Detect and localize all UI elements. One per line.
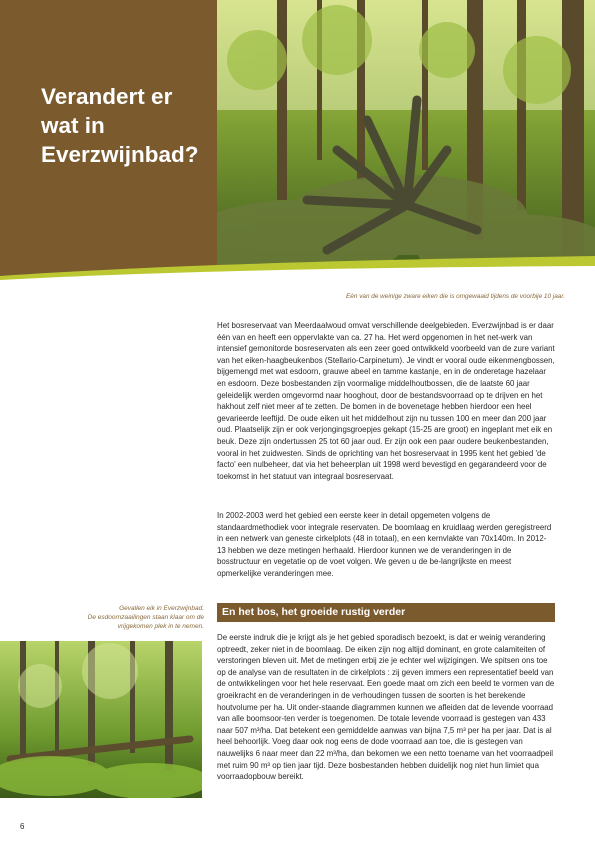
hero-photo-caption: Eén van de weinige zware eiken die is omgewaaid tijdens de voorbije 10 jaar. <box>346 293 565 300</box>
body-paragraph-1 <box>217 320 555 482</box>
hero-photo-fallen-oak <box>217 0 595 276</box>
decorative-swoosh <box>0 250 595 292</box>
header-panel <box>0 0 217 276</box>
page-title <box>41 82 216 169</box>
forest-photo-fallen-oak <box>0 641 202 798</box>
paragraph-text: De eerste indruk die je krijgt als je het gebied sporadisch bezoekt, is dat er weinig verandering optreedt, zeker niet in de boomlaag. De eiken zijn nog altijd dominant, en grote calamiteiten of verstoringen bleven uit. Met de metingen erbij zie je echter wel wijzigingen. We spitsen ons toe op de analyse van de resultaten in de cirkelplots : zij geven immers een representatief beeld van de ontwikkelingen voor het hele reservaat. Een goede maat om zich een beeld te vormen van de groeikracht en de veranderingen in de verhoudingen tussen de soorten is het berekende houtvolume per ha. Uit onder-staande diagrammen kunnen we afleiden dat de levende voorraad van alle boomsoor-ten verder is toegenomen. De totale levende voorraad is gestegen van 433 naar 507 m³/ha. Dat betekent een gemiddelde aanwas van bijna 7,5 m³ per ha per jaar. Dat is al heel behoorlijk. Voeg daar ook nog eens de dode voorraad aan toe, die is gestegen van nauwelijks 6 naar meer dan 22 m³/ha, dan bekomen we een netto toename van het voorraadpeil met ruim 90 m³ op tien jaar tijd. Deze bosbestanden hebben duidelijk nog niet hun limiet qua voorraadopbouw bereikt. <box>217 633 555 782</box>
body-paragraph-2 <box>217 510 555 580</box>
paragraph-text: In 2002-2003 werd het gebied een eerste keer in detail opgemeten volgens de standaardmethodiek voor integrale reservaten. De boomlaag en kruidlaag werden geregistreerd in een netwerk van geneste cirkelplots (48 in totaal), en een kernvlakte van 70x140m. In 2012-13 hebben we deze metingen herhaald. Hierdoor kunnen we de veranderingen in de bosstructuur en vegetatie op de voet volgen. We geven u de be-langrijkste en meest opmerkelijke veranderingen mee. <box>217 511 552 578</box>
paragraph-text: Het bosreservaat van Meerdaalwoud omvat verschillende deelgebieden. Everzwijnbad is er daar één van en heeft een oppervlakte van ca. 27 ha. Het werd opgenomen in het net-werk van intensief gemonitorde bosreservaten als een zeer goed ontwikkeld voorbeeld van de zure variant van het eiken-haagbeukenbos (Stellario-Carpinetum). Je vindt er vooral oude eikenmengbossen, bijgemengd met wat esdoorn, grauwe abeel en tamme kastanje, en in de onderetage hazelaar en esdoorn. Deze bosbestanden zijn voormalige middelhoutbossen, die de laatste 60 jaar geleidelijk werden omgevormd naar hooghout, door de bestandsvoorraad op te drijven en het hakhout zelf niet meer af te zetten. De bomen in de bovenetage hebben hierdoor een heel gevarieerde leeftijd. De oude eiken uit het middelhout zijn nu tussen 100 en meer dan 200 jaar oud. Plaatselijk zijn er ook verjongingsgroepjes gekapt (15-25 are groot) en ingeplant met eik en beuk. Deze zijn ondertussen 25 tot 60 jaar oud. Er zijn ook een paar oudere beukenbestanden, vooral in het zuidwesten. Sinds de oprichting van het bosreservaat in 1995 kent het gebied 'de facto' een nulbeheer, dat via het beheerplan uit 1998 werd bevestigd en gegarandeerd voor de toekomst in het statuut van integraal bosreservaat. <box>217 321 555 481</box>
caption-line-2: De esdoornzaailingen staan klaar om de <box>87 614 204 621</box>
caption-line-3: vrijgekomen plek in te nemen. <box>117 623 204 630</box>
title-line-3: Everzwijnbad? <box>41 142 199 167</box>
body-paragraph-3 <box>217 632 555 783</box>
caption-line-1: Gevallen eik in Everzwijnbad. <box>119 605 204 612</box>
title-line-2: wat in <box>41 113 105 138</box>
side-photo-caption <box>20 604 204 631</box>
page-number: 6 <box>20 822 25 831</box>
title-line-1: Verandert er <box>41 84 173 109</box>
section-heading: En het bos, het groeide rustig verder <box>217 603 555 622</box>
